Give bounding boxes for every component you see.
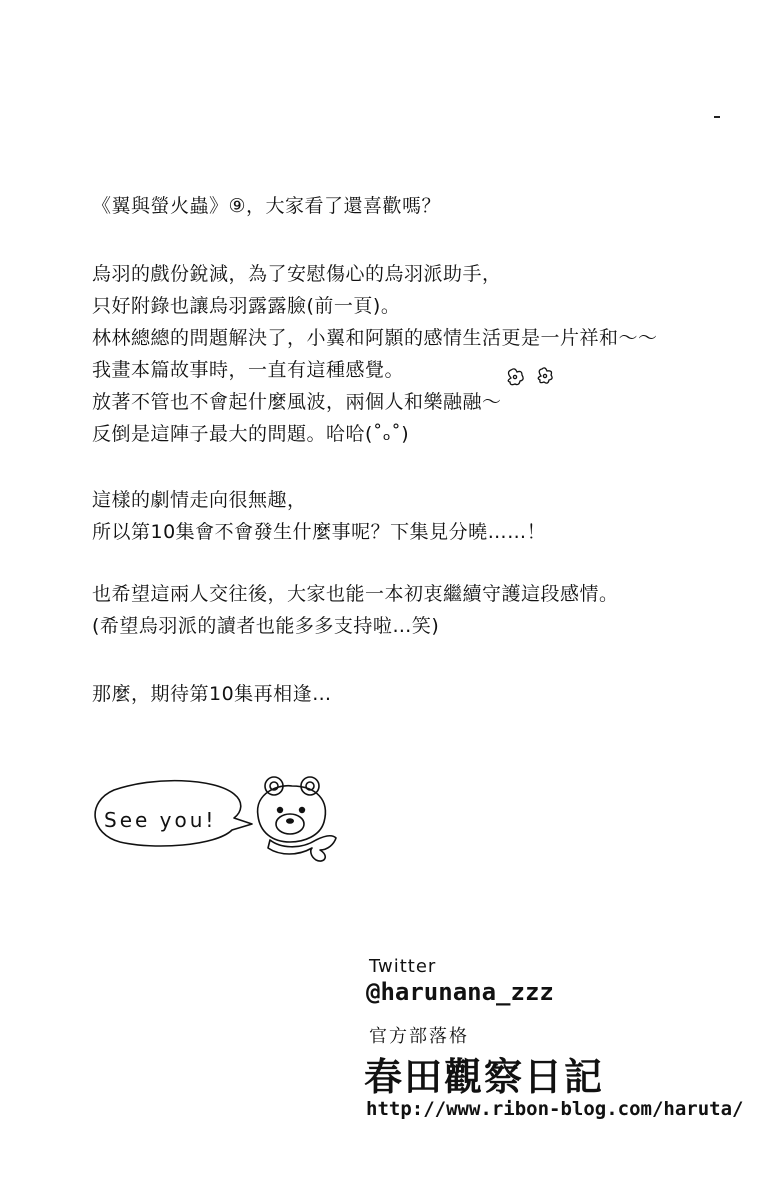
corner-mark bbox=[714, 116, 720, 118]
text-line: 也希望這兩人交往後，大家也能一本初衷繼續守護這段感情。 bbox=[92, 583, 619, 605]
text-line: 那麼，期待第10集再相逢… bbox=[92, 683, 332, 705]
text-line: 《翼與螢火蟲》⑨，大家看了還喜歡嗎？ bbox=[92, 195, 442, 217]
blog-label: 官方部落格 bbox=[369, 1026, 469, 1047]
twitter-handle: @harunana_zzz bbox=[366, 978, 554, 1006]
text-line: 這樣的劇情走向很無趣， bbox=[92, 489, 307, 511]
text-line: 烏羽的戲份銳減，為了安慰傷心的烏羽派助手， bbox=[92, 263, 502, 285]
speech-bubble-text: See you! bbox=[104, 808, 217, 832]
twitter-label: Twitter bbox=[369, 956, 437, 977]
text-line: (希望烏羽派的讀者也能多多支持啦…笑) bbox=[92, 615, 440, 637]
text-line: 反倒是這陣子最大的問題。哈哈(˚ₒ˚) bbox=[92, 423, 410, 445]
blog-title: 春田觀察日記 bbox=[364, 1054, 605, 1099]
blog-url: http://www.ribon-blog.com/haruta/ bbox=[366, 1098, 744, 1120]
text-line: 所以第10集會不會發生什麼事呢？下集見分曉……！ bbox=[92, 521, 547, 543]
flower-doodle-icon bbox=[503, 366, 557, 392]
text-line: 只好附錄也讓烏羽露露臉(前一頁)。 bbox=[92, 295, 401, 317]
text-line: 林林總總的問題解決了，小翼和阿顥的感情生活更是一片祥和～～ bbox=[92, 327, 658, 349]
text-line: 我畫本篇故事時，一直有這種感覺。 bbox=[92, 359, 405, 381]
text-line: 放著不管也不會起什麼風波，兩個人和樂融融～ bbox=[92, 391, 502, 413]
